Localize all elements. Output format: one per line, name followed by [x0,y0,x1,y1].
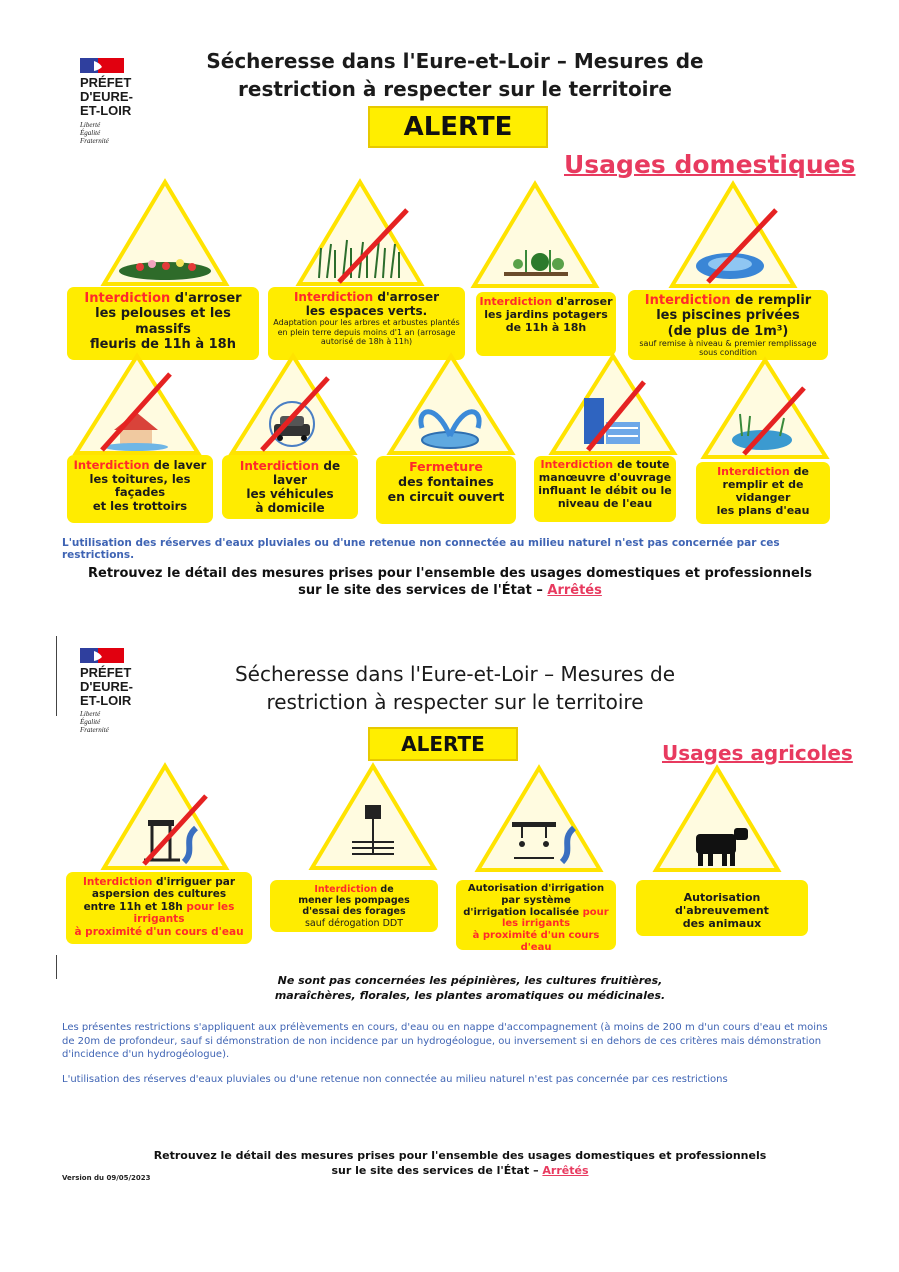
card-text: de laver [272,459,341,488]
motto-fraternite: Fraternité [80,726,109,734]
card-text: de [377,884,394,895]
page-title [180,660,730,716]
scope-note: Les présentes restrictions s'appliquent aux prélèvements en cours, d'eau ou en nappe d'accompagnement (à moins de 200 m d'un cours d'eau et moins de 20m de profondeur, sauf si démonstration de non incidence par un hydrogéologue, ou inversement si en dehors de ces critères mais démonstration d'incidence d'un hydrogéologue). [62,1022,828,1060]
card-red-text: à proximité d'un cours d'eau [472,930,600,953]
usage-agricultural-heading: Usages agricoles [662,741,853,765]
card-roofs [67,455,213,523]
warning-triangle-house [72,352,202,457]
margin-line [56,636,57,716]
card-lead: Interdiction [293,290,374,304]
card-text: les jardins potagers [484,307,608,321]
warning-triangle-pond [700,356,830,461]
card-text: d'irriguer par [152,876,236,888]
card-text: d'arroser [170,291,242,306]
warning-triangle-grass [295,178,425,288]
motto-liberte: Liberté [80,121,101,129]
card-lead: Fermeture [409,459,483,474]
warning-triangle-fountain [386,352,516,457]
exclusion-line2: maraîchères, florales, les plantes aromatiques ou médicinales. [274,989,666,1002]
card-text: les espaces verts. [305,304,428,319]
rainwater-note: L'utilisation des réserves d'eaux pluviales ou d'une retenue non connectée au milieu naturel n'est pas concernée par ces restrictions [62,1074,728,1085]
card-text: mener les pompages [298,895,410,907]
logo-line1: PRÉFET [80,665,132,680]
card-fountains [376,456,516,524]
motto-egalite: Égalité [80,129,101,137]
card-text: d'irrigation localisée [463,906,583,918]
card-text: de remplir [730,293,812,308]
card-ponds [696,462,830,524]
exclusion-line1: Ne sont pas concernées les pépinières, les cultures fruitières, [277,974,663,987]
card-red-text: les irrigants [501,918,571,930]
marianne-flag-icon [80,648,124,663]
card-text: des fontaines [398,473,494,489]
card-borehole [270,880,438,932]
card-text: remplir et de vidanger [722,477,804,504]
alert-level-badge: ALERTE [368,727,518,761]
card-text: de laver [149,458,207,472]
card-text: sauf dérogation DDT [304,917,404,929]
card-lead: Interdiction [314,884,378,895]
card-text: de 11h à 18h [505,320,587,334]
card-text: d'arroser [552,295,613,308]
logo-line3: ET-LOIR [80,103,132,118]
motto-liberte: Liberté [80,710,101,718]
card-note: Adaptation pour les arbres et arbustes plantés en plein terre depuis moins d'1 an (arrosage autorisé de 18h à 11h) [273,318,460,346]
card-lead: Interdiction [717,465,790,478]
warning-triangle-car [228,352,358,457]
card-text: de toute [613,458,670,471]
card-vehicles [222,455,358,519]
card-lead: Interdiction [73,458,150,472]
card-text: les plans d'eau [716,503,810,517]
card-text: manœuvre d'ouvrage [538,470,672,484]
warning-triangle-pool [668,180,798,290]
logo-line1: PRÉFET [80,75,132,90]
warning-triangle-vegetable [470,180,600,290]
card-red-text: à proximité d'un cours d'eau [74,925,244,938]
footer-line2: sur le site des services de l'État – [331,1164,543,1177]
card-text: (de plus de 1m³) [667,323,789,339]
card-text: influant le débit ou le [538,483,672,497]
card-lead: Autorisation d'irrigation [467,883,605,894]
card-green-spaces [268,287,465,360]
card-note: sauf remise à niveau & premier remplissage sous condition [639,338,817,358]
marianne-flag-icon [80,58,124,73]
arretes-link[interactable]: Arrêtés [547,583,602,598]
card-text: les toitures, les façades [89,471,191,500]
card-text: aspersion des cultures [91,888,227,901]
footer-line1: Retrouvez le détail des mesures prises pour l'ensemble des usages domestiques et professionnels [88,566,812,581]
card-red-text: pour [582,906,609,918]
title-line1: Sécheresse dans l'Eure-et-Loir – Mesures de [234,662,676,686]
card-text: entre 11h et 18h [83,900,187,913]
warning-triangle-sprinkler [100,762,230,872]
card-text: fleuris de 11h à 18h [89,336,236,352]
motto-fraternite: Fraternité [80,137,109,145]
card-text: les piscines privées [656,308,800,324]
card-text: par système [501,894,571,906]
card-text: d'arroser [373,290,440,304]
warning-triangle-dam [548,352,678,457]
footer-info [60,1148,860,1178]
margin-line [56,955,57,979]
title-line2: restriction à respecter sur le territoire [238,77,672,101]
card-text: en circuit ouvert [387,488,505,504]
logo-line2: D'EURE- [80,89,133,104]
arretes-link[interactable]: Arrêtés [542,1164,589,1177]
footer-info [40,565,860,599]
card-red-text: pour les irrigants [133,900,235,926]
card-sprinkler [66,872,252,944]
card-lead: Interdiction [84,291,171,306]
motto-egalite: Égalité [80,718,101,726]
logo-line2: D'EURE- [80,679,133,694]
card-drip [456,880,616,953]
usage-domestic-heading: Usages domestiques [564,150,856,179]
card-lead: Interdiction [239,459,320,473]
card-lead: Interdiction [82,876,153,888]
card-cattle [636,880,808,936]
card-lead: Interdiction [479,295,553,308]
card-text: de [789,465,809,478]
logo-line3: ET-LOIR [80,693,132,708]
card-lead: Interdiction [644,293,731,308]
card-text: les pelouses et les massifs [95,306,231,337]
warning-triangle-flowerbed [100,178,230,288]
rainwater-note: L'utilisation des réserves d'eaux pluviales ou d'une retenue non connectée au milieu naturel n'est pas concernée par ces restrictions. [62,537,780,561]
title-line2: restriction à respecter sur le territoire [266,690,644,714]
card-text: niveau de l'eau [557,496,653,510]
warning-triangle-drip [474,764,604,874]
exclusion-note [200,973,740,1003]
title-line1: Sécheresse dans l'Eure-et-Loir – Mesures de [206,49,704,73]
card-dams [534,456,676,522]
card-text: à domicile [255,501,325,516]
card-text: et les trottoirs [92,498,188,513]
footer-line1: Retrouvez le détail des mesures prises pour l'ensemble des usages domestiques et professionnels [153,1149,767,1162]
card-lead: Interdiction [540,458,614,471]
card-text: des animaux [682,916,762,930]
warning-triangle-borehole [308,762,438,872]
card-vegetable-gardens [476,292,616,356]
page-title [170,47,740,103]
version-label: Version du 09/05/2023 [62,1174,151,1182]
card-text: les véhicules [246,487,334,502]
warning-triangle-cow [652,764,782,874]
card-pools [628,290,828,360]
card-lawns [67,287,259,360]
card-lead: Autorisation d'abreuvement [675,891,769,917]
alert-level-badge: ALERTE [368,106,548,148]
footer-line2: sur le site des services de l'État – [298,583,548,598]
card-text: d'essai des forages [302,906,406,918]
